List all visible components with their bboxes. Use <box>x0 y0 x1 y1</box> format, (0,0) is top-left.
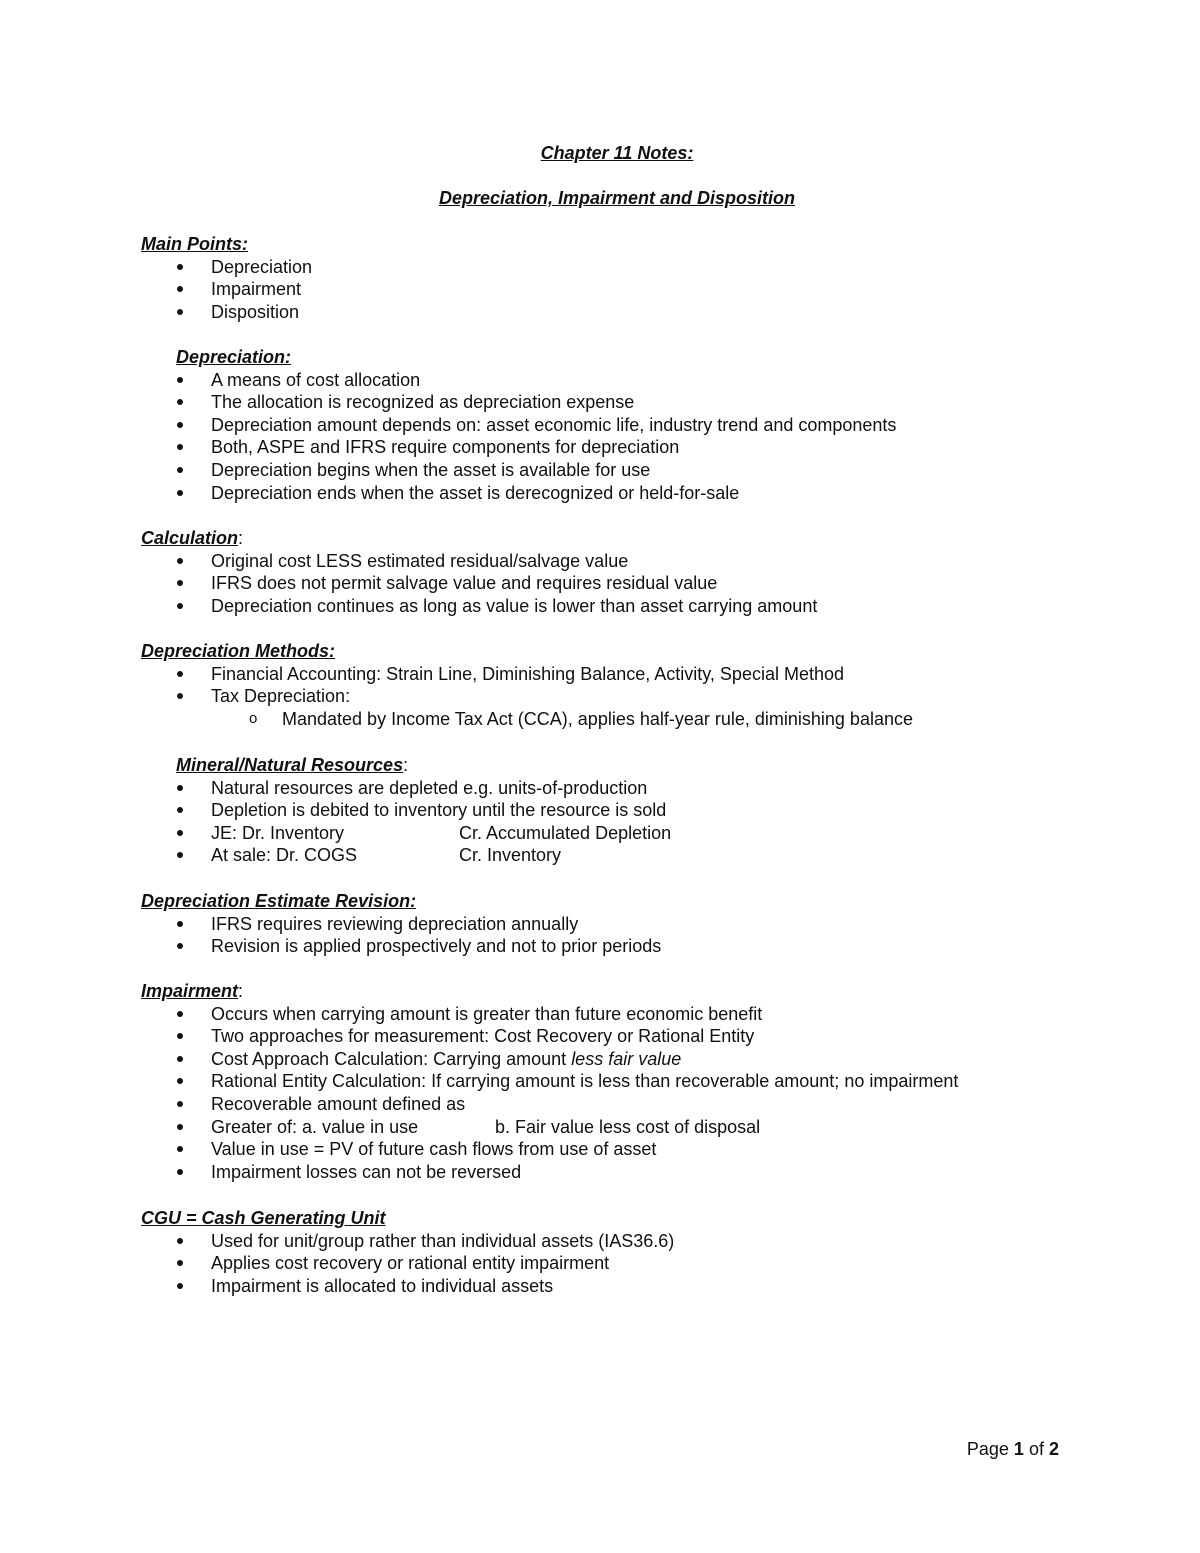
list-item: Natural resources are depleted e.g. units-of-production <box>176 777 1176 800</box>
list-item: Greater of: a. value in use b. Fair value less cost of disposal <box>141 1116 1141 1139</box>
depreciation-section <box>176 346 1176 504</box>
list-item: The allocation is recognized as depreciation expense <box>176 391 1176 414</box>
list-item: Revision is applied prospectively and not to prior periods <box>141 935 1141 958</box>
list-item: Disposition <box>141 301 1141 324</box>
list-item: Depreciation begins when the asset is available for use <box>176 459 1176 482</box>
section-heading: Mineral/Natural Resources: <box>176 755 409 775</box>
list-item: Depreciation continues as long as value is lower than asset carrying amount <box>141 595 1141 618</box>
impairment-section <box>141 980 1141 1183</box>
list-item: Impairment <box>141 278 1141 301</box>
sub-bullet: o <box>249 709 258 727</box>
cgu-section <box>141 1207 1141 1297</box>
section-heading: Depreciation Methods: <box>141 641 336 661</box>
list-item: Both, ASPE and IFRS require components for depreciation <box>176 436 1176 459</box>
methods-section <box>141 640 1141 730</box>
list-item: Impairment is allocated to individual assets <box>141 1275 1141 1298</box>
list-item: Tax Depreciation: <box>141 685 1141 708</box>
list-item: A means of cost allocation <box>176 369 1176 392</box>
list-item: Financial Accounting: Strain Line, Diminishing Balance, Activity, Special Method <box>141 663 1141 686</box>
list-item: Applies cost recovery or rational entity impairment <box>141 1252 1141 1275</box>
list-item: IFRS does not permit salvage value and requires residual value <box>141 572 1141 595</box>
revision-section <box>141 890 1141 958</box>
list-item: JE: Dr. Inventory Cr. Accumulated Depletion <box>176 822 1176 845</box>
document-title: Chapter 11 Notes: <box>540 143 694 163</box>
list-item: Recoverable amount defined as <box>141 1093 1141 1116</box>
mineral-section <box>176 754 1176 867</box>
list-item: Cost Approach Calculation: Carrying amount less fair value <box>141 1048 1141 1071</box>
list-item: IFRS requires reviewing depreciation annually <box>141 913 1141 936</box>
section-heading: Depreciation: <box>176 347 292 367</box>
list-item: At sale: Dr. COGS Cr. Inventory <box>176 844 1176 867</box>
list-item: Depletion is debited to inventory until the resource is sold <box>176 799 1176 822</box>
section-heading: CGU = Cash Generating Unit <box>141 1208 386 1228</box>
list-item: Used for unit/group rather than individual assets (IAS36.6) <box>141 1230 1141 1253</box>
list-item: Depreciation ends when the asset is derecognized or held-for-sale <box>176 482 1176 505</box>
document-subtitle: Depreciation, Impairment and Disposition <box>438 188 796 208</box>
page-number: Page 1 of 2 <box>966 1439 1059 1459</box>
section-heading: Main Points: <box>141 234 248 254</box>
section-heading: Depreciation Estimate Revision: <box>141 891 417 911</box>
section-heading: Calculation: <box>141 528 244 548</box>
list-item: Depreciation amount depends on: asset economic life, industry trend and components <box>176 414 1176 437</box>
list-item: Rational Entity Calculation: If carrying amount is less than recoverable amount; no impairment <box>141 1070 1141 1093</box>
list-item: Value in use = PV of future cash flows from use of asset <box>141 1138 1141 1161</box>
sub-list-item: o Mandated by Income Tax Act (CCA), applies half-year rule, diminishing balance <box>249 708 913 729</box>
section-heading: Impairment: <box>141 981 244 1001</box>
list-item: Two approaches for measurement: Cost Recovery or Rational Entity <box>141 1025 1141 1048</box>
list-item: Depreciation <box>141 256 1141 279</box>
main-points-section <box>141 233 1141 323</box>
calculation-section <box>141 527 1141 617</box>
list-item: Occurs when carrying amount is greater than future economic benefit <box>141 1003 1141 1026</box>
list-item: Impairment losses can not be reversed <box>141 1161 1141 1184</box>
list-item: Original cost LESS estimated residual/salvage value <box>141 550 1141 573</box>
